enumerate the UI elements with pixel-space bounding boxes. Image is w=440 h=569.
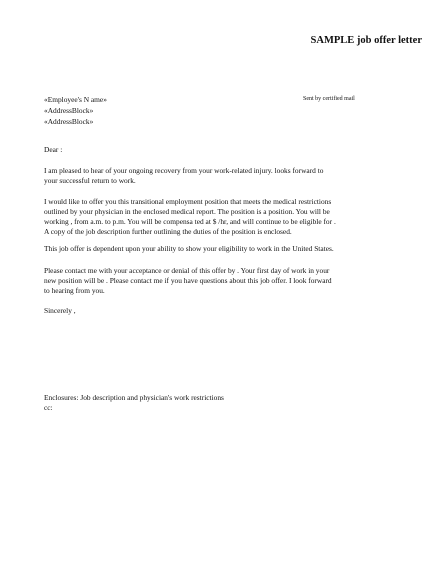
paragraph-2-line-4: A copy of the job description further outlining the duties of the position is enclosed. (44, 227, 292, 236)
paragraph-4-line-3: to hearing from you. (44, 286, 105, 295)
greeting: Dear : (44, 145, 63, 154)
address-block-line-2: «AddressBlock» (44, 117, 94, 126)
enclosures: Enclosures: Job description and physician's work restrictions (44, 393, 224, 402)
address-block-line-1: «AddressBlock» (44, 106, 94, 115)
paragraph-1-line-2: your successful return to work. (44, 176, 136, 185)
document-title: SAMPLE job offer letter (310, 35, 422, 46)
paragraph-2-line-3: working , from a.m. to p.m. You will be compensa ted at $ /hr, and will continue to be eligible for . (44, 217, 336, 226)
paragraph-4-line-2: new position will be . Please contact me if you have questions about this job offer. I look forward (44, 276, 332, 285)
closing: Sincerely , (44, 306, 76, 315)
paragraph-2-line-1: I would like to offer you this transitional employment position that meets the medical restrictions (44, 197, 332, 206)
paragraph-4-line-1: Please contact me with your acceptance or denial of this offer by . Your first day of work in your (44, 266, 330, 275)
paragraph-1-line-1: I am pleased to hear of your ongoing recovery from your work-related injury. looks forward to (44, 166, 324, 175)
paragraph-2-line-2: outlined by your physician in the enclosed medical report. The position is a position. You will be (44, 207, 330, 216)
sent-by-note: Sent by certified mail (303, 96, 355, 102)
cc-line: cc: (44, 403, 53, 412)
paragraph-3-line-1: This job offer is dependent upon your ability to show your eligibility to work in the United States. (44, 244, 334, 253)
employee-name: «Employee's N ame» (44, 95, 107, 104)
